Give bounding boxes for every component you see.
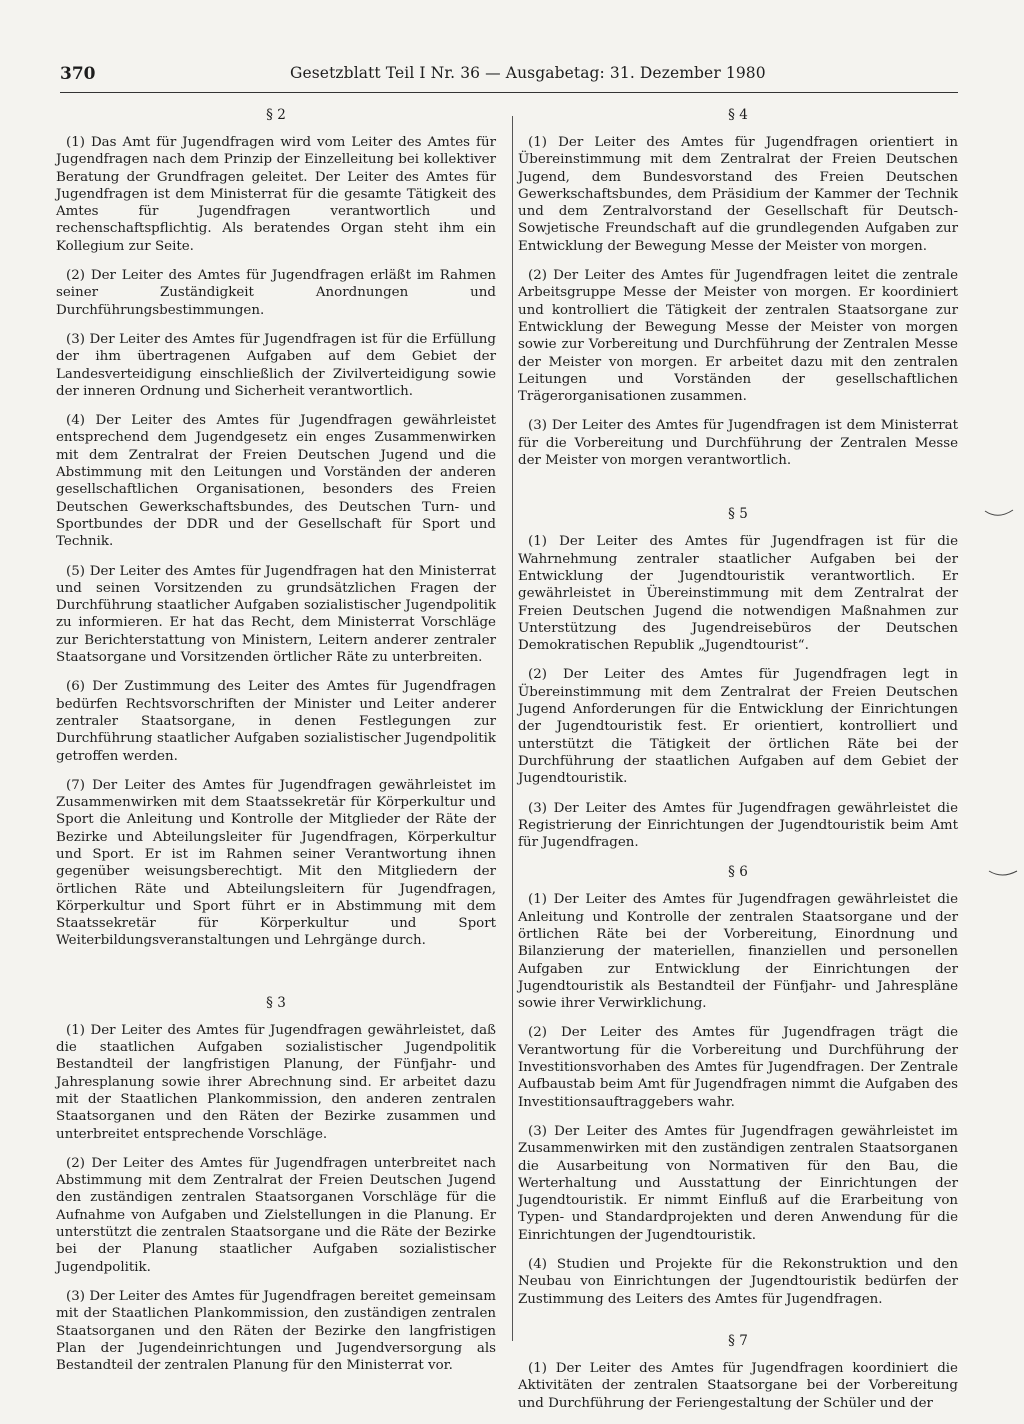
section-heading: § 6 [728,864,748,881]
section-heading: § 7 [728,1332,748,1349]
paragraph: (1) Der Leiter des Amtes für Jugendfragen ist für die Wahrnehmung zentraler staatlicher Aufgaben bei der Entwicklung der Jugendtouristik verantwortlich. Er gewährleistet in Übereinstimmung mit dem Zentralrat der Freien Deutschen Jugend die notwendigen Maßnahmen zur Unterstützung des Jugendreisebüros der Deutschen Demokratischen Republik „Jugendtourist“. [518,534,958,654]
paragraph: (3) Der Leiter des Amtes für Jugendfragen ist dem Ministerrat für die Vorbereitung und Durchführung der Zentralen Messe der Meister von morgen verantwortlich. [518,418,958,469]
column-divider [512,116,513,1341]
paragraph: (6) Der Zustimmung des Leiter des Amtes für Jugendfragen bedürfen Rechtsvorschriften der Minister und Leiter anderer zentraler Staatsorgane, in denen Festlegungen zur Durchführung staatlicher Aufgaben sozialistischer Jugendpolitik getroffen werden. [56,679,496,764]
section-heading: § 4 [728,107,748,123]
paragraph: (3) Der Leiter des Amtes für Jugendfragen bereitet gemeinsam mit der Staatlichen Plankommission, den zuständigen zentralen Staatsorganen und den Räten der Bezirke den langfristigen Plan der Jugendeinrichtungen und Jugendversorgung als Bestandteil der zentralen Planung für den Ministerrat vor. [56,1288,496,1374]
right-column [518,106,958,1424]
pencil-mark [984,508,1014,518]
paragraph: (1) Das Amt für Jugendfragen wird vom Leiter des Amtes für Jugendfragen nach dem Prinzip der Einzelleitung bei kollektiver Beratung der Grundfragen geleitet. Der Leiter des Amtes für Jugendfragen ist dem Ministerrat für die gesamte Tätigkeit des Amtes für Jugendfragen verantwortlich und rechenschaftspflichtig. Als beratendes Organ steht ihm ein Kollegium zur Seite. [56,135,496,254]
paragraph: (5) Der Leiter des Amtes für Jugendfragen hat den Ministerrat und seinen Vorsitzenden zu grundsätzlichen Fragen der Durchführung staatlicher Aufgaben sozialistischer Jugendpolitik zu informieren. Er hat das Recht, dem Ministerrat Vorschläge zur Berichterstattung von Ministern, Leitern anderer zentraler Staatsorgane und Vorsitzenden örtlicher Räte zu unterbreiten. [56,563,496,666]
paragraph: (2) Der Leiter des Amtes für Jugendfragen unterbreitet nach Abstimmung mit dem Zentralrat der Freien Deutschen Jugend den zuständigen zentralen Staatsorganen Vorschläge für die Aufnahme von Aufgaben und Zielstellungen in die Planung. Er unterstützt die zentralen Staatsorgane und die Räte der Bezirke bei der Planung staatlicher Aufgaben sozialistischer Jugendpolitik. [56,1155,496,1275]
paragraph: (2) Der Leiter des Amtes für Jugendfragen legt in Übereinstimmung mit dem Zentralrat der Freien Deutschen Jugend Anforderungen für die Entwicklung der Einrichtungen der Jugendtouristik fest. Er orientiert, kontrolliert und unterstützt die Tätigkeit der örtlichen Räte bei der Durchführung der staatlichen Aufgaben auf dem Gebiet der Jugendtouristik. [518,667,958,787]
paragraph: (2) Der Leiter des Amtes für Jugendfragen erläßt im Rahmen seiner Zuständigkeit Anordnungen und Durchführungsbestimmungen. [56,268,496,318]
section-heading: § 2 [266,107,286,123]
paragraph: (4) Der Leiter des Amtes für Jugendfragen gewährleistet entsprechend dem Jugendgesetz ein enges Zusammenwirken mit dem Zentralrat der Freien Deutschen Jugend und die Abstimmung mit den Leitungen und Vorständen der anderen gesellschaftlichen Organisationen, besonders des Freien Deutschen Gewerkschaftsbundes, des Deutschen Turn- und Sportbundes der DDR und der Gesellschaft für Sport und Technik. [56,413,496,550]
paragraph: (3) Der Leiter des Amtes für Jugendfragen ist für die Erfüllung der ihm übertragenen Aufgaben auf dem Gebiet der Landesverteidigung einschließlich der Zivilverteidigung sowie der inneren Ordnung und Sicherheit verantwortlich. [56,331,496,399]
page-number: 370 [60,64,96,84]
pencil-mark [988,868,1018,878]
paragraph: (3) Der Leiter des Amtes für Jugendfragen gewährleistet die Registrierung der Einrichtungen der Jugendtouristik beim Amt für Jugendfragen. [518,800,958,851]
paragraph: (2) Der Leiter des Amtes für Jugendfragen trägt die Verantwortung für die Vorbereitung und Durchführung der Investitionsvorhaben des Amtes für Jugendfragen. Der Zentrale Aufbaustab beim Amt für Jugendfragen nimmt die Aufgaben des Investitionsauftraggebers wahr. [518,1025,958,1110]
section-gap [518,481,958,505]
running-title: Gesetzblatt Teil I Nr. 36 — Ausgabetag: 31. Dezember 1980 [290,64,766,82]
section-gap [518,1320,958,1332]
section-heading: § 3 [266,994,286,1011]
paragraph: (4) Studien und Projekte für die Rekonstruktion und den Neubau von Einrichtungen der Jugendtouristik bedürfen der Zustimmung des Leiters des Amtes für Jugendfragen. [518,1257,958,1307]
paragraph: (1) Der Leiter des Amtes für Jugendfragen orientiert in Übereinstimmung mit dem Zentralrat der Freien Deutschen Jugend, dem Bundesvorstand des Freien Deutschen Gewerkschaftsbundes, dem Präsidium der Kammer der Technik und dem Zentralvorstand der Gesellschaft für Deutsch-Sowjetische Freundschaft auf die grundlegenden Aufgaben zur Entwicklung der Bewegung Messe der Meister von morgen. [518,135,958,254]
paragraph: (7) Der Leiter des Amtes für Jugendfragen gewährleistet im Zusammenwirken mit dem Staatssekretär für Körperkultur und Sport die Anleitung und Kontrolle der Mitglieder der Räte der Bezirke und Abteilungsleiter für Jugendfragen, Körperkultur und Sport. Er ist im Rahmen seiner Verantwortung ihnen gegenüber weisungsberechtigt. Mit den Mitgliedern der örtlichen Räte und Abteilungsleitern für Jugendfragen, Körperkultur und Sport führt er in Abstimmung mit dem Staatssekretär für Körperkultur und Sport Weiterbildungsveranstaltungen und Lehrgänge durch. [56,777,496,949]
paragraph: (2) Der Leiter des Amtes für Jugendfragen leitet die zentrale Arbeitsgruppe Messe der Meister von morgen. Er koordiniert und kontrolliert die Tätigkeit der zentralen Staatsorgane zur Entwicklung der Bewegung Messe der Meister von morgen sowie zur Vorbereitung und Durchführung der Zentralen Messe der Meister von morgen. Er arbeitet dazu mit den zentralen Leitungen und Vorständen der gesellschaftlichen Trägerorganisationen zusammen. [518,268,958,405]
page-header [60,64,960,90]
paragraph: (1) Der Leiter des Amtes für Jugendfragen koordiniert die Aktivitäten der zentralen Staatsorgane bei der Vorbereitung und Durchführung der Feriengestaltung der Schüler und der [518,1360,958,1411]
paragraph: (3) Der Leiter des Amtes für Jugendfragen gewährleistet im Zusammenwirken mit den zuständigen zentralen Staatsorganen die Ausarbeitung von Normativen für den Bau, die Werterhaltung und Ausstattung der Einrichtungen der Jugendtouristik. Er nimmt Einfluß auf die Erarbeitung von Typen- und Standardprojekten und deren Anwendung für die Einrichtungen der Jugendtouristik. [518,1123,958,1243]
paragraph: (1) Der Leiter des Amtes für Jugendfragen gewährleistet, daß die staatlichen Aufgaben sozialistischer Jugendpolitik Bestandteil der langfristigen Planung, der Fünfjahr- und Jahresplanung sowie ihrer Abrechnung sind. Er arbeitet dazu mit der Staatlichen Plankommission, den anderen zentralen Staatsorganen und den Räten der Bezirke zusammen und unterbreitet entsprechende Vorschläge. [56,1022,496,1142]
section-heading: § 5 [728,506,748,523]
paragraph: (1) Der Leiter des Amtes für Jugendfragen gewährleistet die Anleitung und Kontrolle der zentralen Staatsorgane und der örtlichen Räte bei der Vorbereitung, Einordnung und Bilanzierung der materiellen, finanziellen und personellen Aufgaben zur Entwicklung der Einrichtungen der Jugendtouristik als Bestandteil der Fünfjahr- und Jahrespläne sowie ihrer Verwirklichung. [518,892,958,1012]
header-rule [60,92,958,93]
section-gap [56,962,496,994]
left-column [56,106,496,1386]
